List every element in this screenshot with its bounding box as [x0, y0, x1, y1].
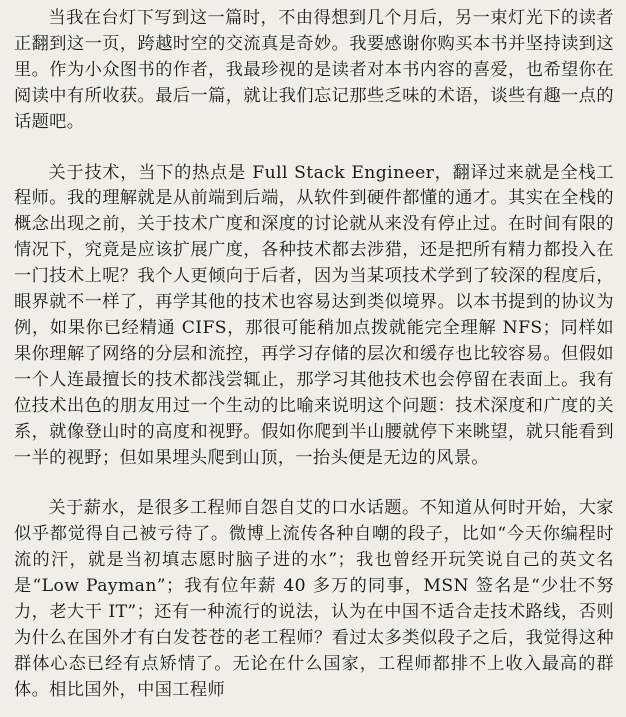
paragraph-technology: 关于技术，当下的热点是 Full Stack Engineer，翻译过来就是全栈工程师。我的理解就是从前端到后端，从软件到硬件都懂的通才。其实在全栈的概念出现之前，关于技术广度和深度的讨论就从来没有停止过。在时间有限的情况下，究竟是应该扩展广度，各种技术都去涉猎，还是把所有精力都投入在一门技术上呢？我个人更倾向于后者，因为当某项技术学到了较深的程度后，眼界就不一样了，再学其他的技术也容易达到类似境界。以本书提到的协议为例，如果你已经精通 CIFS，那很可能稍加点拨就能完全理解 NFS；同样如果你理解了网络的分层和流控，再学习存储的层次和缓存也比较容易。但假如一个人连最擅长的技术都浅尝辄止，那学习其他技术也会停留在表面上。我有位技术出色的朋友用过一个生动的比喻来说明这个问题：技术深度和广度的关系，就像登山时的高度和视野。假如你爬到半山腰就停下来眺望，就只能看到一半的视野；但如果埋头爬到山顶，一抬头便是无边的风景。	[14, 162, 614, 468]
paragraph-intro: 当我在台灯下写到这一篇时，不由得想到几个月后，另一束灯光下的读者正翻到这一页，跨越时空的交流真是奇妙。我要感谢你购买本书并坚持读到这里。作为小众图书的作者，我最珍视的是读者对本书内容的喜爱，也希望你在阅读中有所收获。最后一篇，就让我们忘记那些乏味的术语，谈些有趣一点的话题吧。	[14, 8, 614, 132]
paragraph-salary: 关于薪水，是很多工程师自怨自艾的口水话题。不知道从何时开始，大家似乎都觉得自己被亏待了。微博上流传各种自嘲的段子，比如“今天你编程时流的汗，就是当初填志愿时脑子进的水”；我也曾经开玩笑说自己的英文名是“Low Payman”；我有位年薪 40 多万的同事，MSN 签名是“少壮不努力，老大干 IT”；还有一种流行的说法，认为在中国不适合走技术路线，否则为什么在国外才有白发苍苍的老工程师？看过太多类似段子之后，我觉得这种群体心态已经有点矫情了。无论在什么国家，工程师都排不上收入最高的群体。相比国外，中国工程师	[14, 498, 614, 700]
